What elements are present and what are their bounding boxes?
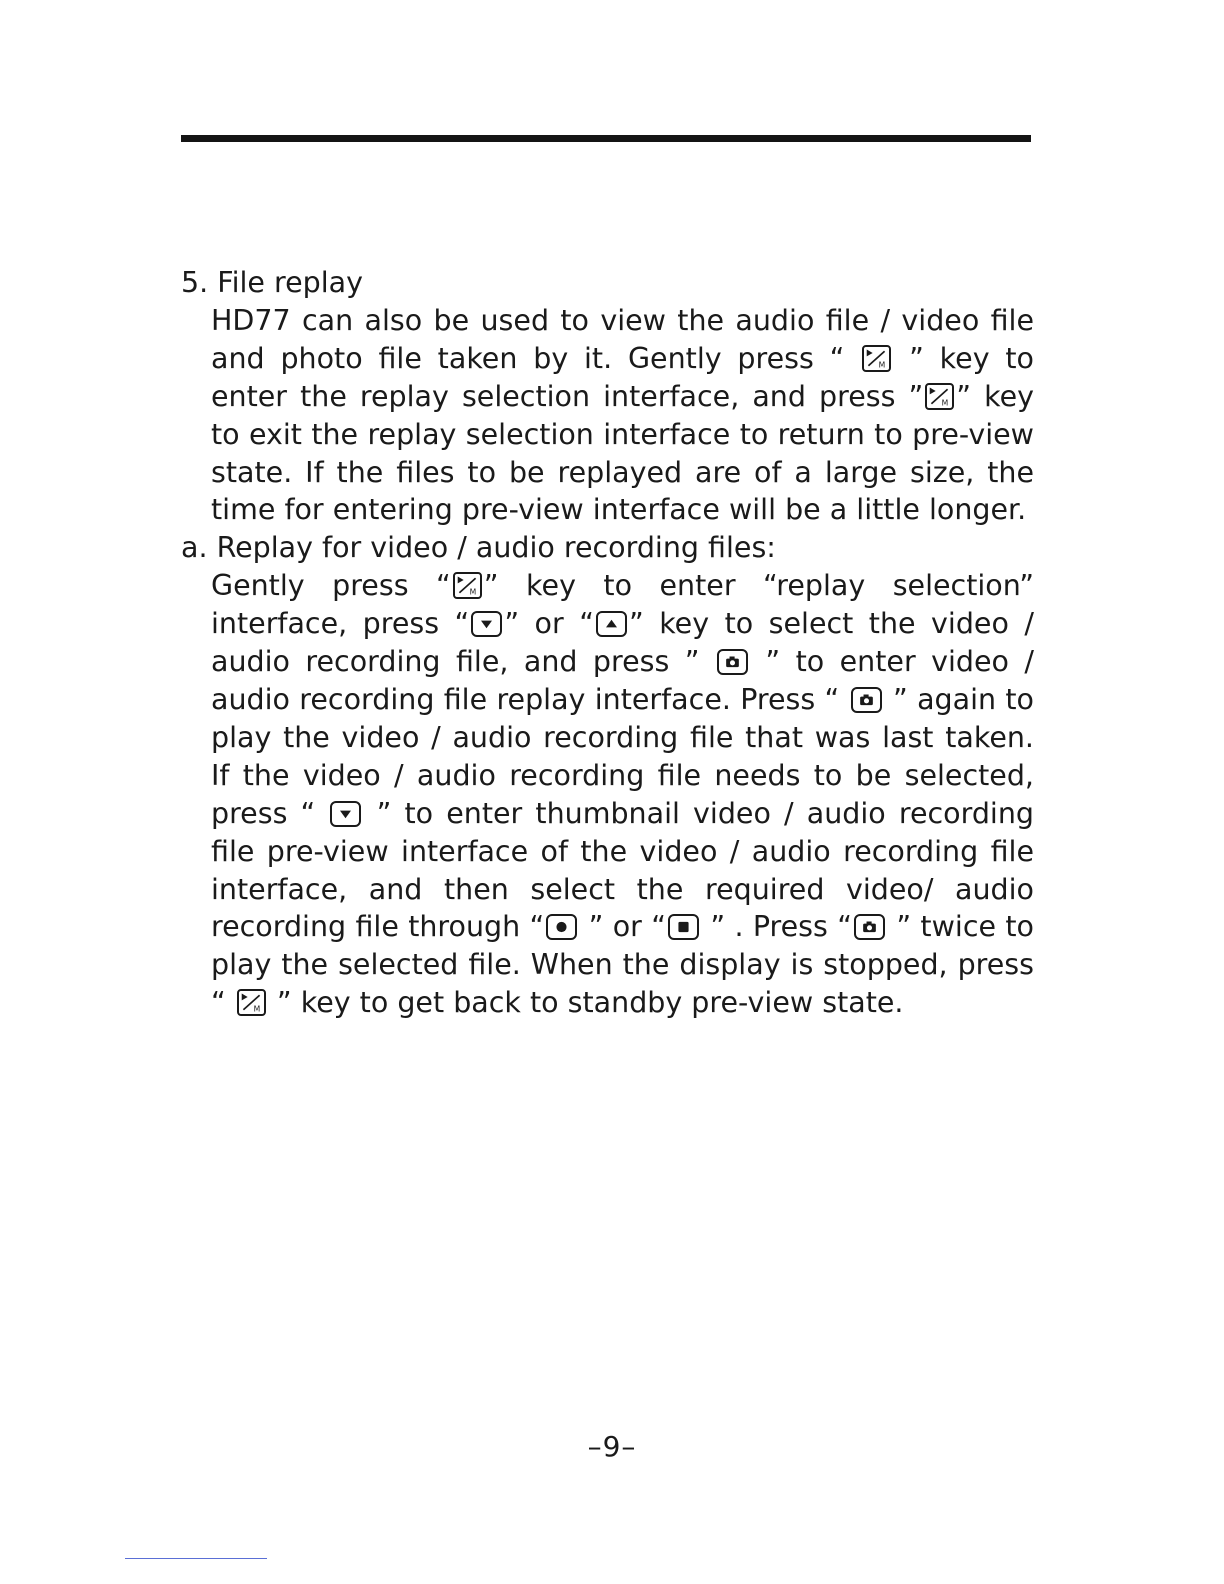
section-heading: 5. File replay (181, 266, 363, 299)
page-content (181, 264, 1034, 1022)
intro-text-1: HD77 can also be used to view the audio file / video file and photo file taken by it. Gently press “ (211, 303, 1034, 375)
body-text-4: ” key to select the video / audio recording file, and press ” (211, 607, 1034, 679)
camera-key-icon (851, 687, 882, 713)
play-menu-key-icon (862, 345, 891, 372)
subsection-body (181, 567, 1034, 1022)
up-arrow-key-icon (596, 611, 627, 637)
intro-text-3: ” key to exit the replay selection interface to return to pre-view state. If the files to be replayed are of a large size, the time for entering pre-view interface will be a little longer. (211, 379, 1034, 527)
down-arrow-key-icon (330, 801, 361, 827)
body-text-8: ” or “ (579, 910, 667, 944)
play-menu-key-icon (237, 989, 266, 1016)
body-text-10: ” twice to play the selected file. When the display is stopped, press “ (211, 910, 1034, 1020)
body-text-7: ” to enter thumbnail video / audio recording file pre-view interface of the video / audio recording file interface, and then select the required video/ audio recording file through “ (211, 796, 1034, 944)
section-intro (181, 302, 1034, 529)
camera-key-icon (854, 914, 885, 940)
subsection-heading: a. Replay for video / audio recording files: (181, 531, 776, 565)
down-arrow-key-icon (471, 611, 502, 637)
body-text-2: ” key to enter “replay selection” interface, press “ (211, 569, 1034, 641)
body-text-1: Gently press “ (211, 569, 451, 603)
body-text-9: ” . Press “ (701, 910, 852, 944)
body-text-11: ” key to get back to standby pre-view state. (267, 986, 904, 1020)
menu-key-letter: M (941, 398, 949, 408)
play-menu-key-icon (453, 572, 482, 599)
intro-text-2: ” key to enter the replay selection interface, and press ” (211, 341, 1034, 413)
body-text-3: ” or “ (504, 607, 594, 641)
top-rule (181, 135, 1031, 142)
page-number: –9– (587, 1430, 637, 1463)
body-text-5: ” to enter video / audio recording file replay interface. Press “ (211, 645, 1034, 716)
footer-rule (125, 1558, 267, 1559)
camera-key-icon (717, 649, 748, 675)
record-dot-key-icon (546, 914, 577, 940)
play-menu-key-icon (925, 383, 954, 410)
body-text-6: ” again to play the video / audio recording file that was last taken. If the video / audio recording file needs to be selected, press “ (211, 682, 1034, 830)
menu-key-letter: M (469, 587, 477, 597)
stop-square-key-icon (668, 914, 699, 940)
menu-key-letter: M (878, 360, 886, 370)
menu-key-letter: M (253, 1004, 261, 1014)
